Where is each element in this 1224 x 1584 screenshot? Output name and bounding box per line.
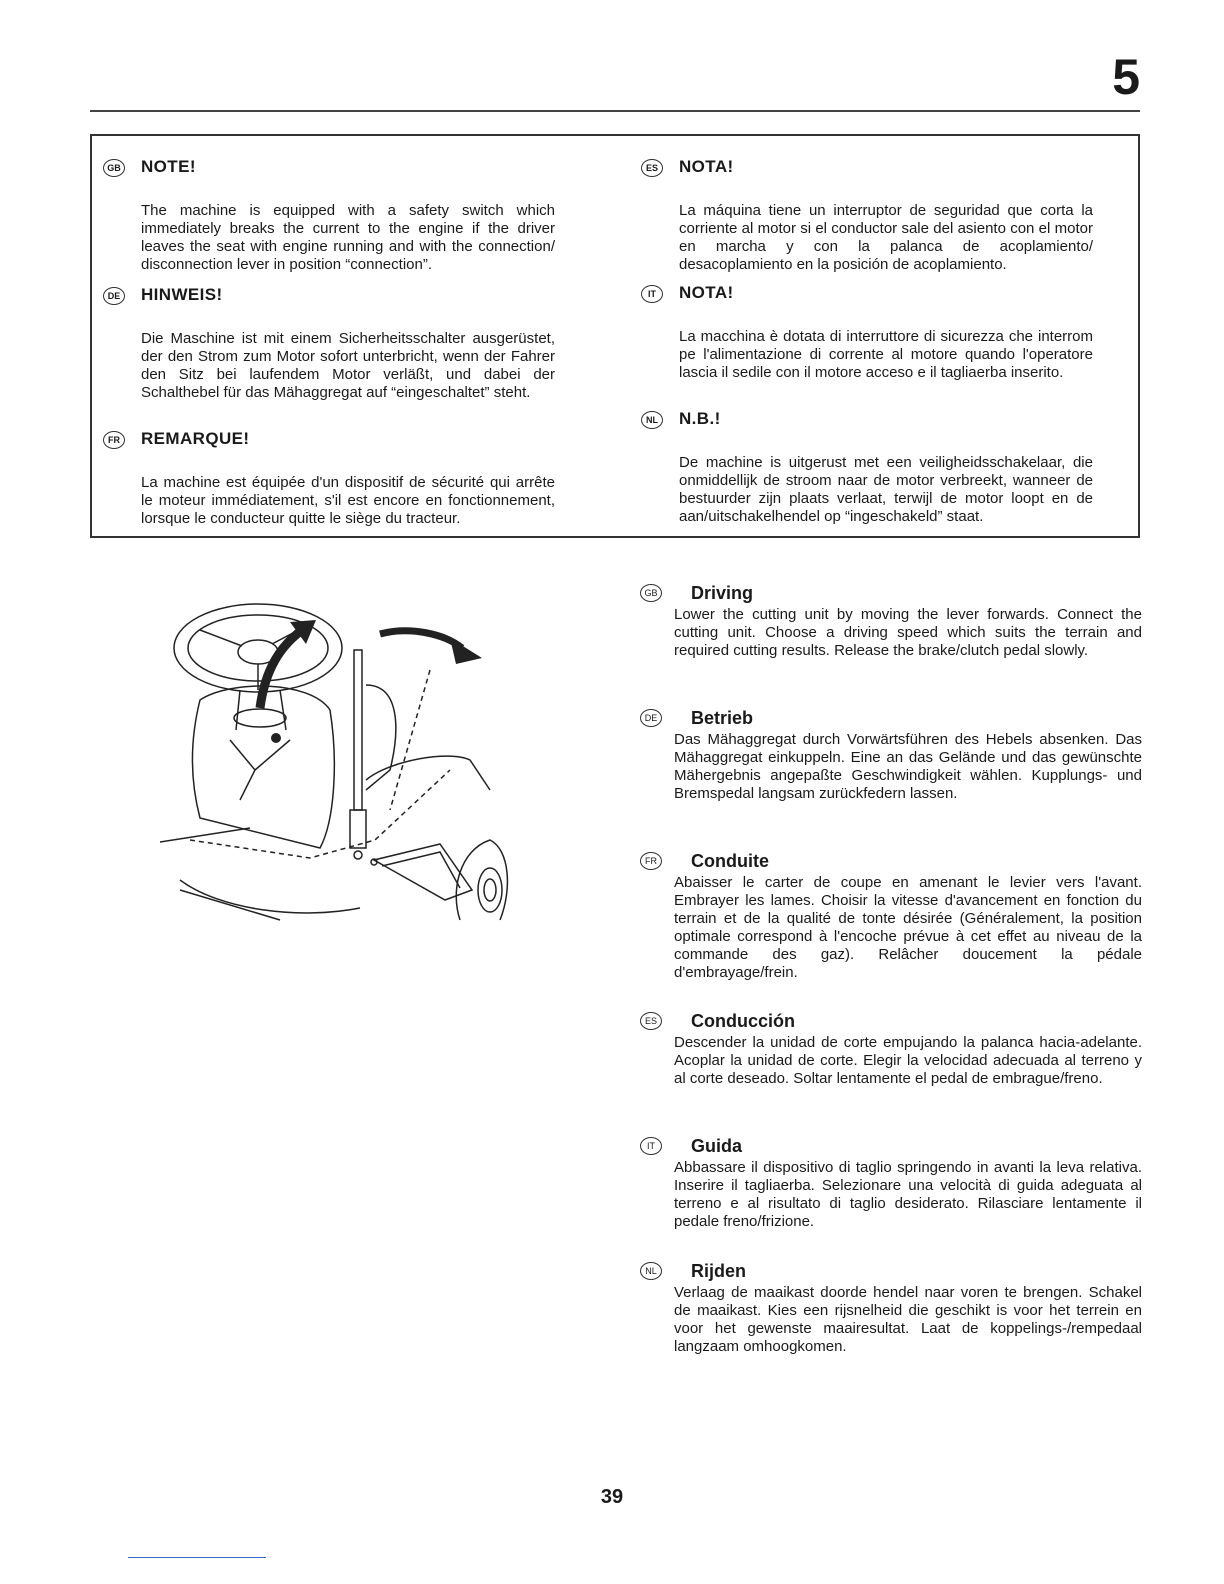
tractor-lever-illustration [160, 590, 520, 930]
section-title: Guida [691, 1136, 743, 1156]
header-rule [90, 110, 1140, 112]
section-text: Verlaag de maaikast doorde hendel naar voren te brengen. Schakel de maaikast. Kies een rijsnelheid die geschikt is voor het terrein en voor het gewenste maairesultat. Laat de koppelings-/rempedaal langzaam omhoogkomen. [674, 1284, 1142, 1355]
section-title: Conducción [691, 1011, 795, 1031]
section-text: Descender la unidad de corte empujando la palanca hacia-adelante. Acoplar la unidad de corte. Elegir la velocidad adecuada al terreno y al corte deseado. Soltar lentamente el pedal de embrague/freno. [674, 1034, 1142, 1087]
note-it [641, 282, 1093, 382]
section-text: Abbassare il dispositivo di taglio springendo in avanti la leva relativa. Inserire il tagliaerba. Selezionare una velocità di guida adeguata al terreno e al risultato di taglio desiderato. Rilasciare lentamente il pedale freno/frizione. [674, 1159, 1142, 1230]
language-badge-gb: GB [640, 584, 662, 602]
note-de [103, 284, 555, 402]
note-es [641, 156, 1093, 274]
note-title: NOTA! [679, 157, 734, 176]
language-badge-de: DE [103, 287, 125, 305]
note-title: N.B.! [679, 409, 721, 428]
language-badge-es: ES [640, 1012, 662, 1030]
note-text: De machine is uitgerust met een veiligheidsschakelaar, die onmiddellijk de stroom naar de motor verbreekt, wanneer de bestuurder zijn plaats verlaat, terwijl de motor loopt en de aan/uitschakelhendel op “ingeschakeld” staat. [679, 454, 1093, 525]
note-title: HINWEIS! [141, 285, 223, 304]
footer-link-line[interactable] [128, 1557, 266, 1558]
note-text: The machine is equipped with a safety switch which immediately breaks the current to the engine if the driver leaves the seat with engine running and with the connection/ disconnection lever in position “connection”. [141, 202, 555, 273]
section-title: Rijden [691, 1261, 747, 1281]
section-gb [640, 582, 1142, 660]
note-text: La máquina tiene un interruptor de seguridad que corta la corriente al motor si el conductor sale del asiento con el motor en marcha y con la palanca de acoplamiento/ desacoplamiento en la posición de acoplamiento. [679, 202, 1093, 273]
language-badge-fr: FR [103, 431, 125, 449]
note-text: Die Maschine ist mit einem Sicherheitsschalter ausgerüstet, der den Strom zum Motor sofort unterbricht, wenn der Fahrer den Sitz bei laufendem Motor verläßt, und dabei der Schalthebel für das Mähaggregat auf “eingeschaltet” steht. [141, 330, 555, 401]
note-fr [103, 428, 555, 528]
section-text: Lower the cutting unit by moving the lever forwards. Connect the cutting unit. Choose a driving speed which suits the terrain and required cutting results. Release the brake/clutch pedal slowly. [674, 606, 1142, 659]
language-badge-gb: GB [103, 159, 125, 177]
note-text: La machine est équipée d'un dispositif de sécurité qui arrête le moteur immédiatement, s'il est encore en fonctionnement, lorsque le conducteur quitte le siège du tracteur. [141, 474, 555, 527]
note-gb [103, 156, 555, 274]
note-nl [641, 408, 1093, 526]
section-es [640, 1010, 1142, 1088]
language-badge-it: IT [641, 285, 663, 303]
language-badge-de: DE [640, 709, 662, 727]
safety-notes-box [90, 134, 1140, 538]
section-title: Betrieb [691, 708, 754, 728]
language-badge-nl: NL [641, 411, 663, 429]
section-nl [640, 1260, 1142, 1356]
note-text: La macchina è dotata di interruttore di sicurezza che interrom pe l'alimentazione di corrente al motore quando l'operatore lascia il sedile con il motore acceso e il tagliaerba inserito. [679, 328, 1093, 381]
note-title: NOTA! [679, 283, 734, 302]
note-title: REMARQUE! [141, 429, 250, 448]
language-badge-es: ES [641, 159, 663, 177]
section-de [640, 707, 1142, 803]
language-badge-fr: FR [640, 852, 662, 870]
language-badge-it: IT [640, 1137, 662, 1155]
section-text: Abaisser le carter de coupe en amenant le levier vers l'avant. Embrayer les lames. Choisir la vitesse d'avancement en fonction du terrain et de la qualité de tonte désirée (Généralement, la position optimale correspond à l'encoche prévue à cet effet au niveau de la commande des gaz). Relâcher doucement la pédale d'embrayage/frein. [674, 874, 1142, 981]
page-number: 39 [600, 1486, 624, 1508]
section-it [640, 1135, 1142, 1231]
section-fr [640, 850, 1142, 982]
language-badge-nl: NL [640, 1262, 662, 1280]
section-text: Das Mähaggregat durch Vorwärtsführen des Hebels absenken. Das Mähaggregat einkuppeln. Eine an das Gelände und das gewünschte Mähergebnis angepaßte Geschwindigkeit wählen. Kupplungs- und Bremspedal langsam zurückfedern lassen. [674, 731, 1142, 802]
section-title: Conduite [691, 851, 769, 871]
chapter-number: 5 [1112, 49, 1140, 105]
section-title: Driving [691, 583, 754, 603]
note-title: NOTE! [141, 157, 196, 176]
